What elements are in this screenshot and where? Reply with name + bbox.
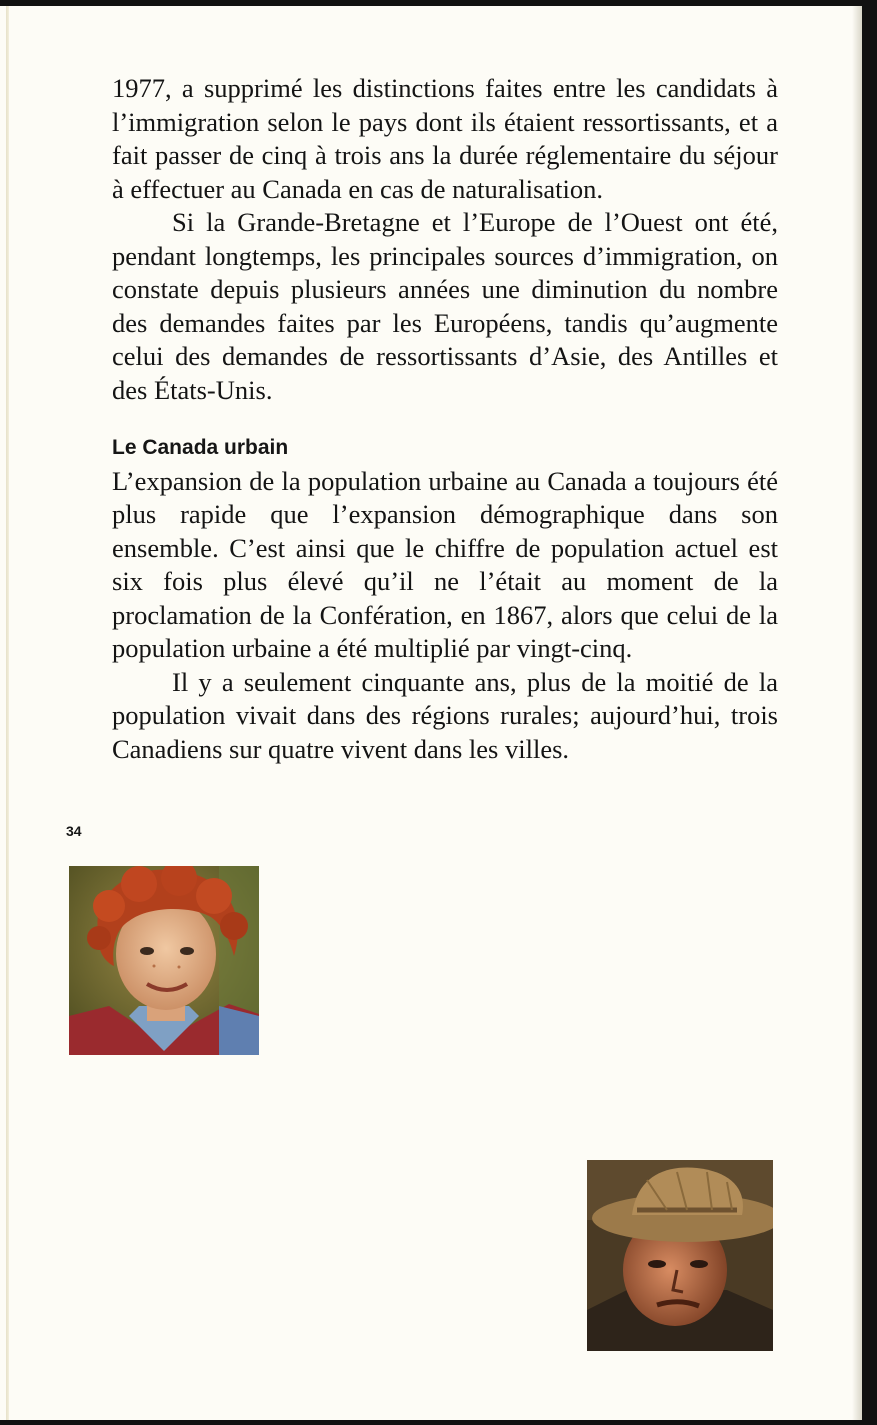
- photo-boy: [69, 866, 259, 1055]
- book-page: [0, 6, 862, 1420]
- paragraph-3: L’expansion de la population urbaine au Canada a toujours été plus rapide que l’expansion démographique dans son ensemble. C’est ainsi que le chiffre de population actuel est six fois plus élevé qu’il ne l’était au moment de la proclamation de la Confération, en 1867, alors que celui de la population urbaine a été multiplié par vingt-cinq.: [112, 465, 778, 663]
- body-text: [112, 72, 778, 766]
- paragraph-4: Il y a seulement cinquante ans, plus de la moitié de la population vivait dans des régions rurales; aujourd’hui, trois Canadiens sur quatre vivent dans les villes.: [112, 666, 778, 764]
- page-fold-edge: [6, 6, 9, 1420]
- section-heading: Le Canada urbain: [112, 436, 289, 459]
- photo-man: [587, 1160, 773, 1351]
- page-number: 34: [66, 823, 82, 839]
- man-portrait-image: [587, 1160, 773, 1351]
- page-right-shadow: [852, 6, 862, 1420]
- paragraph-1: 1977, a supprimé les distinctions faites entre les candidats à l’immigration selon le pays dont ils étaient ressortissants, et a fait passer de cinq à trois ans la durée réglementaire du séjour à effectuer au Canada en cas de naturalisation.: [112, 73, 778, 204]
- paragraph-2: Si la Grande-Bretagne et l’Europe de l’Ouest ont été, pendant longtemps, les principales sources d’immigration, on constate depuis plusieurs années une diminution du nombre des demandes faites par les Européens, tandis qu’augmente celui des demandes de ressortissants d’Asie, des Antilles et des États-Unis.: [112, 207, 778, 405]
- boy-portrait-image: [69, 866, 259, 1055]
